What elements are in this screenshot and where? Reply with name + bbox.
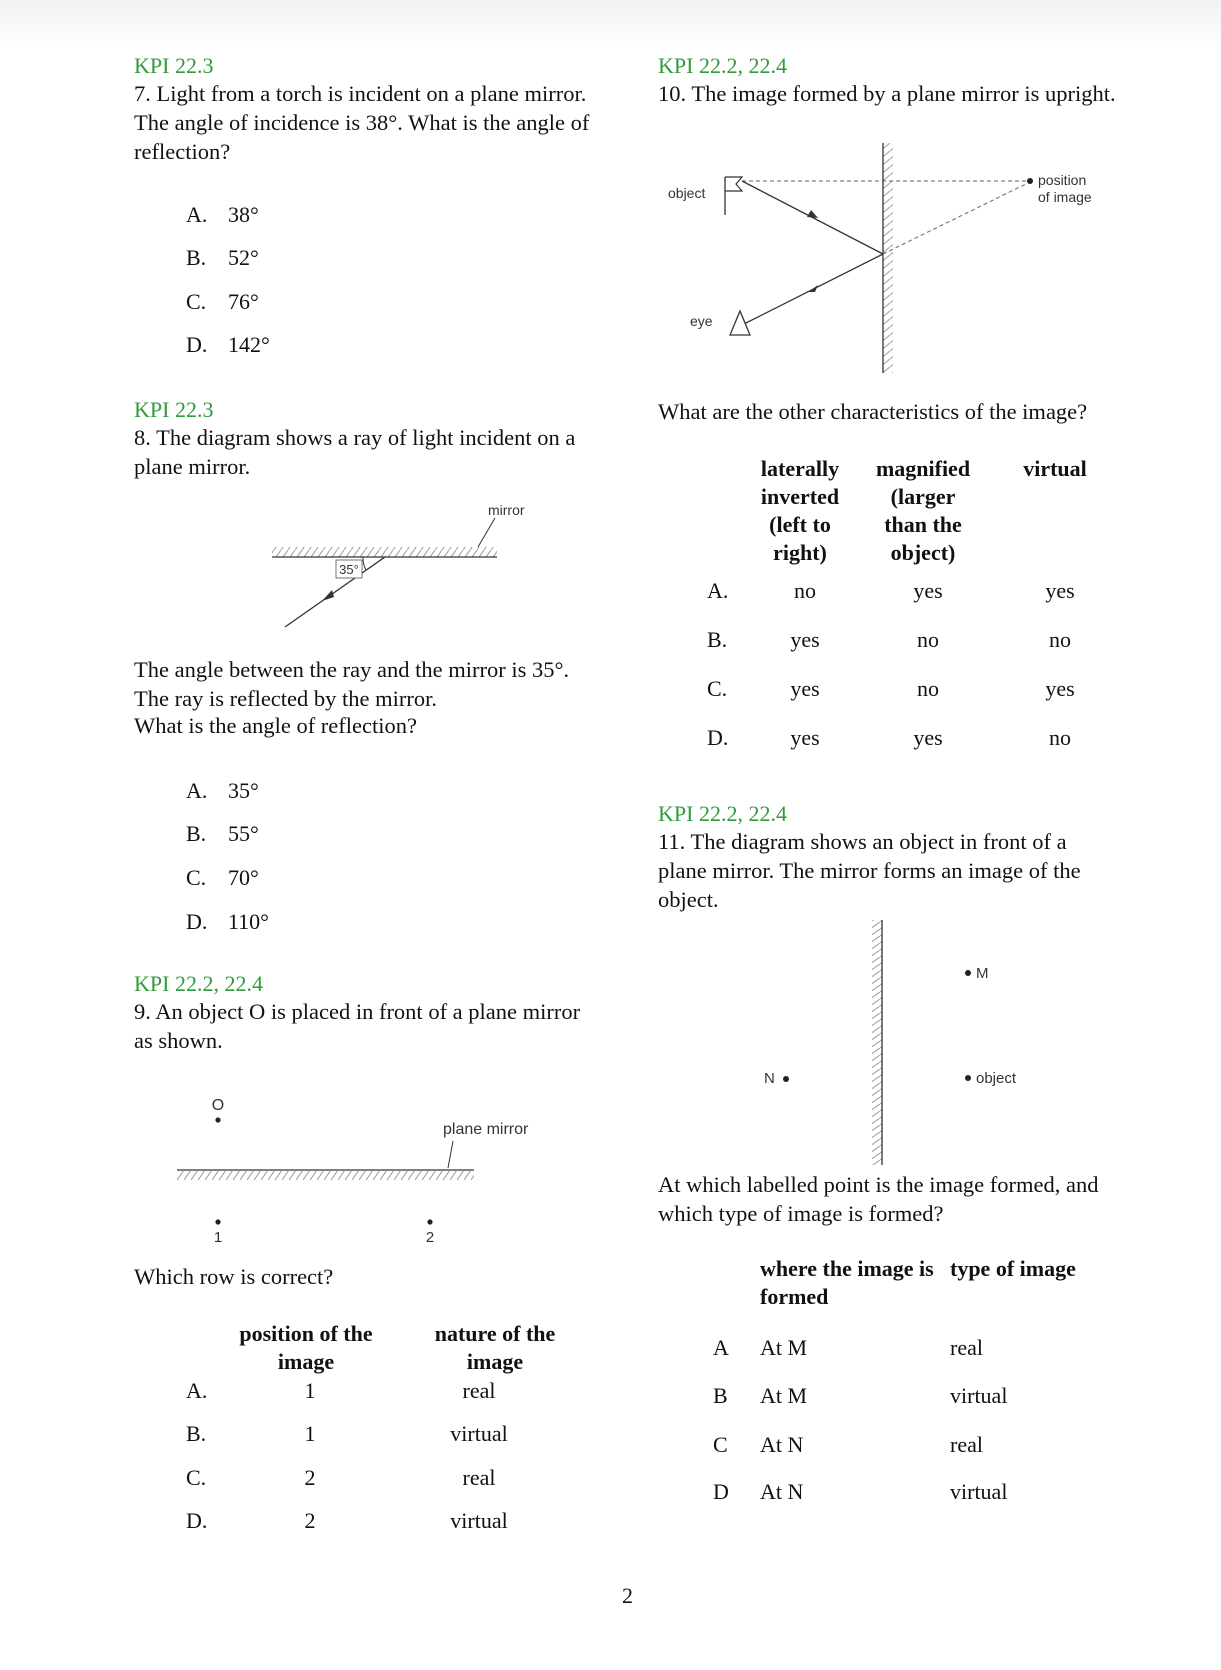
row-letter: A. xyxy=(186,1378,208,1403)
row-magnified: yes xyxy=(913,578,943,603)
row-position: 1 xyxy=(304,1421,316,1446)
q8-text4: What is the angle of reflection? xyxy=(134,713,417,738)
row-position: 2 xyxy=(304,1465,316,1490)
image-label-2: of image xyxy=(1038,189,1092,205)
row-type: real xyxy=(950,1335,983,1360)
option-letter: B. xyxy=(186,821,207,846)
q9-row-a[interactable] xyxy=(186,1378,606,1408)
option-letter: B. xyxy=(186,245,207,270)
row-letter: C. xyxy=(186,1465,207,1490)
row-magnified: no xyxy=(917,627,939,652)
row-type: virtual xyxy=(950,1479,1008,1504)
q9-row-c[interactable] xyxy=(186,1465,606,1495)
row-letter: C xyxy=(713,1432,728,1457)
q9-text: 9. An object O is placed in front of a plane mirror as shown. xyxy=(134,999,581,1053)
q8-text2: The angle between the ray and the mirror is 35°. xyxy=(134,657,570,682)
mirror-hatching xyxy=(883,143,893,373)
option-value: 110° xyxy=(228,909,269,934)
row-nature: virtual xyxy=(450,1508,508,1533)
object-o-label: O xyxy=(211,1097,225,1114)
q10-kpi: KPI 22.2, 22.4 xyxy=(658,53,787,78)
q10-header-magnified: magnified (larger than the object) xyxy=(875,456,971,565)
q9-header-position: position of the image xyxy=(239,1321,373,1374)
row-laterally-inverted: yes xyxy=(790,676,820,701)
object-label: object xyxy=(976,1070,1017,1087)
point-1-dot xyxy=(215,1219,220,1224)
mirror-hatching xyxy=(872,920,882,1165)
row-letter: B xyxy=(713,1383,728,1408)
q11-row-a[interactable] xyxy=(713,1335,1113,1365)
q9-kpi: KPI 22.2, 22.4 xyxy=(134,971,263,996)
mirror-leader xyxy=(478,518,495,547)
ray-arrow xyxy=(322,590,334,601)
point-2-dot xyxy=(427,1219,432,1224)
q11-header-where: where the image is formed xyxy=(760,1256,934,1309)
option-value: 70° xyxy=(228,865,259,890)
row-nature: real xyxy=(462,1378,496,1403)
q11-row-c[interactable] xyxy=(713,1432,1113,1462)
option-letter: A. xyxy=(186,778,208,803)
q11-diagram xyxy=(740,915,1070,1170)
row-where: At M xyxy=(760,1383,808,1408)
row-type: virtual xyxy=(950,1383,1008,1408)
top-band xyxy=(0,0,1221,48)
virtual-ray-dashed xyxy=(883,183,1028,254)
row-nature: virtual xyxy=(450,1421,508,1446)
mirror-hatching xyxy=(177,1170,474,1180)
q11-row-d[interactable] xyxy=(713,1479,1113,1509)
row-letter: D xyxy=(713,1479,729,1504)
point-n-label: N xyxy=(764,1070,775,1087)
image-label-1: position xyxy=(1038,172,1087,188)
q8-kpi: KPI 22.3 xyxy=(134,397,214,422)
option-letter: C. xyxy=(186,865,207,890)
option-value: 55° xyxy=(228,821,259,846)
option-value: 142° xyxy=(228,332,270,357)
mirror-label: mirror xyxy=(488,502,525,518)
plane-mirror-label: plane mirror xyxy=(443,1121,529,1138)
q9-row-b[interactable] xyxy=(186,1421,606,1451)
option-value: 52° xyxy=(228,245,259,270)
mirror-hatching xyxy=(272,547,497,557)
row-magnified: no xyxy=(917,676,939,701)
q11-header-type: type of image xyxy=(950,1256,1076,1281)
option-value: 76° xyxy=(228,289,259,314)
q10-header-laterally-inverted: laterally inverted (left to right) xyxy=(760,456,840,565)
incident-ray xyxy=(285,557,385,627)
q9-header-nature: nature of the image xyxy=(434,1321,556,1374)
option-letter: A. xyxy=(186,202,208,227)
q9-row-d[interactable] xyxy=(186,1508,606,1538)
point-m-dot xyxy=(965,970,971,976)
row-laterally-inverted: yes xyxy=(790,725,820,750)
q10-header-virtual: virtual xyxy=(1023,456,1087,481)
row-virtual: no xyxy=(1049,725,1071,750)
reflected-arrow xyxy=(808,285,818,292)
q8-text: 8. The diagram shows a ray of light incident on a plane mirror. xyxy=(134,425,576,479)
q10-diagram xyxy=(660,135,1110,385)
row-virtual: no xyxy=(1049,627,1071,652)
row-nature: real xyxy=(462,1465,496,1490)
point-n-dot xyxy=(783,1076,789,1082)
angle-arc xyxy=(363,557,366,570)
q9-prompt: Which row is correct? xyxy=(134,1264,334,1289)
page-number: 2 xyxy=(622,1583,633,1608)
q11-text: 11. The diagram shows an object in front of a plane mirror. The mirror forms an image of the object. xyxy=(658,829,1081,912)
row-position: 1 xyxy=(304,1378,316,1403)
q7-text: 7. Light from a torch is incident on a plane mirror. The angle of incidence is 38°. What is the angle of reflection? xyxy=(134,81,590,164)
q11-prompt: At which labelled point is the image formed, and which type of image is formed? xyxy=(658,1172,1099,1226)
object-flag-icon xyxy=(725,177,742,191)
row-type: real xyxy=(950,1432,983,1457)
point-1-label: 1 xyxy=(213,1229,223,1246)
row-where: At M xyxy=(760,1335,808,1360)
q10-text: 10. The image formed by a plane mirror is upright. xyxy=(658,81,1116,106)
row-virtual: yes xyxy=(1045,676,1075,701)
row-letter: C. xyxy=(707,676,728,701)
object-label: object xyxy=(668,185,706,201)
q10-prompt: What are the other characteristics of the image? xyxy=(658,399,1088,424)
q7-kpi: KPI 22.3 xyxy=(134,53,214,78)
row-letter: A xyxy=(713,1335,729,1360)
row-where: At N xyxy=(760,1479,804,1504)
row-letter: A. xyxy=(707,578,729,603)
eye-label: eye xyxy=(690,313,713,329)
q10-row-b[interactable] xyxy=(707,627,1117,657)
row-virtual: yes xyxy=(1045,578,1075,603)
q8-text3: The ray is reflected by the mirror. xyxy=(134,686,438,711)
row-letter: D. xyxy=(707,725,729,750)
point-m-label: M xyxy=(976,965,989,982)
incident-arrow xyxy=(807,210,818,218)
object-o-dot xyxy=(215,1117,220,1122)
row-letter: B. xyxy=(186,1421,207,1446)
q10-row-c[interactable] xyxy=(707,676,1117,706)
point-2-label: 2 xyxy=(425,1229,435,1246)
q11-row-b[interactable] xyxy=(713,1383,1113,1413)
option-value: 38° xyxy=(228,202,259,227)
q8-diagram xyxy=(260,490,525,635)
q9-diagram xyxy=(170,1090,550,1250)
option-letter: C. xyxy=(186,289,207,314)
row-laterally-inverted: yes xyxy=(790,627,820,652)
row-where: At N xyxy=(760,1432,804,1457)
row-magnified: yes xyxy=(913,725,943,750)
object-dot xyxy=(965,1075,971,1081)
q11-kpi: KPI 22.2, 22.4 xyxy=(658,801,787,826)
angle-label: 35° xyxy=(339,562,359,577)
option-value: 35° xyxy=(228,778,259,803)
row-letter: D. xyxy=(186,1508,208,1533)
row-letter: B. xyxy=(707,627,728,652)
q10-row-d[interactable] xyxy=(707,725,1117,755)
option-letter: D. xyxy=(186,909,208,934)
option-letter: D. xyxy=(186,332,208,357)
mirror-leader xyxy=(448,1141,453,1168)
q10-row-a[interactable] xyxy=(707,578,1117,608)
row-position: 2 xyxy=(304,1508,316,1533)
row-laterally-inverted: no xyxy=(794,578,816,603)
